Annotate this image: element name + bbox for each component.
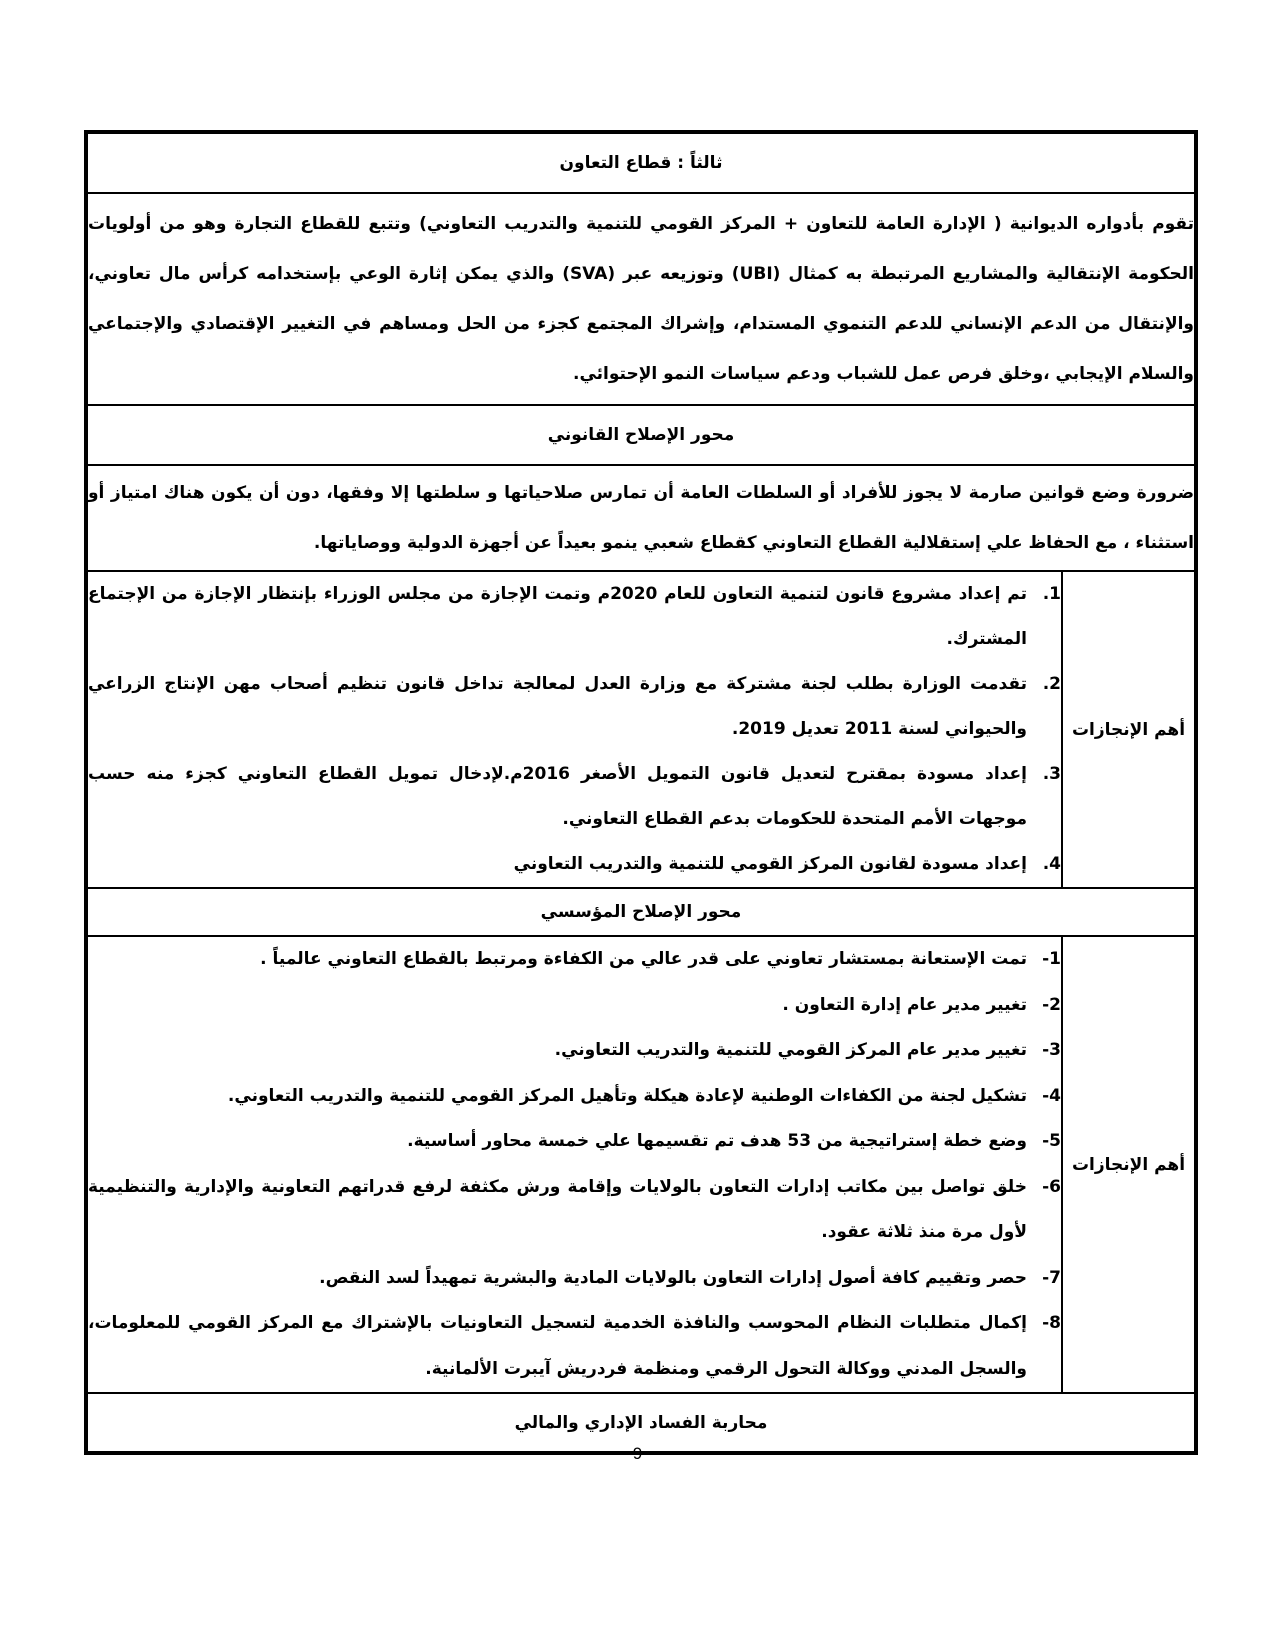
list-item — [88, 1074, 1061, 1120]
item-number: 2. — [1042, 674, 1061, 694]
list-item — [88, 1301, 1061, 1392]
section-intro: تقوم بأدواره الديوانية ( الإدارة العامة للتعاون + المركز القومي للتنمية والتدريب التعاوني) وتتبع للقطاع التجارة وهو من أولويات الحكومة الإنتقالية والمشاريع المرتبطة به كمثال (UBI) وتوزيعه عبر (SVA) والذي يمكن إثارة الوعي بإستخدامه كرأس مال تعاوني، والإنتقال من الدعم الإنساني للدعم التنموي المستدام، وإشراك المجتمع كجزء من الحل ومساهم في التغيير الإقتصادي والإجتماعي والسلام الإيجابي ،وخلق فرص عمل للشباب ودعم سياسات النمو الإحتوائي. — [86, 193, 1196, 405]
institutional-reform-achievements-row — [86, 936, 1196, 1393]
item-number: 3- — [1042, 1040, 1061, 1060]
legal-achievements-list — [86, 571, 1062, 888]
list-item — [88, 752, 1061, 842]
section-title: ثالثاً : قطاع التعاون — [86, 132, 1196, 193]
item-number: 1. — [1042, 584, 1061, 604]
content-table — [84, 130, 1198, 1455]
list-item — [88, 983, 1061, 1029]
legal-reform-description: ضرورة وضع قوانين صارمة لا يجوز للأفراد أو السلطات العامة أن تمارس صلاحياتها و سلطتها إلا وفقها، دون أن يكون هناك امتياز أو استثناء ، مع الحفاظ علي إستقلالية القطاع التعاوني كقطاع شعبي ينمو بعيداً عن أجهزة الدولية ووصاياتها. — [86, 465, 1196, 571]
legal-reform-description-row — [86, 465, 1196, 571]
list-item — [88, 842, 1061, 887]
item-number: 8- — [1042, 1313, 1061, 1333]
list-item — [88, 1165, 1061, 1256]
item-number: 2- — [1042, 994, 1061, 1015]
item-text: تم إعداد مشروع قانون لتنمية التعاون للعام 2020م وتمت الإجازة من مجلس الوزراء بإنتظار الإجازة من الإجتماع المشترك. — [87, 584, 1027, 649]
institutional-reform-heading-row — [86, 888, 1196, 936]
item-number: 5- — [1042, 1131, 1061, 1151]
item-text: تغيير مدير عام إدارة التعاون . — [782, 994, 1027, 1015]
legal-reform-heading: محور الإصلاح القانوني — [86, 405, 1196, 465]
section-title-row — [86, 132, 1196, 193]
list-item — [88, 662, 1061, 752]
item-number: 4. — [1042, 854, 1061, 874]
item-text: حصر وتقييم كافة أصول إدارات التعاون بالولايات المادية والبشرية تمهيداً لسد النقص. — [319, 1267, 1027, 1288]
item-text: إكمال متطلبات النظام المحوسب والنافذة الخدمية لتسجيل التعاونيات بالإشتراك مع المركز القومي للمعلومات، والسجل المدني ووكالة التحول الرقمي ومنظمة فردريش آيبرت الألمانية. — [87, 1313, 1027, 1379]
list-item — [88, 1119, 1061, 1165]
item-text: خلق تواصل بين مكاتب إدارات التعاون بالولايات وإقامة ورش مكثفة لرفع قدراتهم التعاونية والإدارية والتنظيمية لأول مرة منذ ثلاثة عقود. — [87, 1176, 1027, 1242]
anti-corruption-heading: محاربة الفساد الإداري والمالي — [86, 1393, 1196, 1453]
item-text: وضع خطة إستراتيجية من 53 هدف تم تقسيمها علي خمسة محاور أساسية. — [407, 1131, 1027, 1151]
list-item — [88, 1256, 1061, 1302]
institutional-achievements-label: أهم الإنجازات — [1062, 936, 1196, 1393]
section-intro-row — [86, 193, 1196, 405]
list-item — [88, 1028, 1061, 1074]
item-text: إعداد مسودة بمقترح لتعديل قانون التمويل الأصغر 2016م.لإدخال تمويل القطاع التعاوني كجزء منه حسب موجهات الأمم المتحدة للحكومات بدعم القطاع التعاوني. — [87, 764, 1027, 829]
item-text: تشكيل لجنة من الكفاءات الوطنية لإعادة هيكلة وتأهيل المركز القومي للتنمية والتدريب التعاوني. — [227, 1085, 1027, 1106]
institutional-achievements-list — [86, 936, 1062, 1393]
list-item — [88, 572, 1061, 662]
institutional-reform-heading: محور الإصلاح المؤسسي — [86, 888, 1196, 936]
item-number: 6- — [1042, 1176, 1061, 1197]
item-text: إعداد مسودة لقانون المركز القومي للتنمية والتدريب التعاوني — [513, 854, 1027, 874]
page-number: 9 — [632, 1444, 643, 1463]
list-item — [88, 937, 1061, 983]
item-text: تقدمت الوزارة بطلب لجنة مشتركة مع وزارة العدل لمعالجة تداخل قانون تنظيم أصحاب مهن الإنتاج الزراعي والحيواني لسنة 2011 تعديل 2019. — [87, 674, 1027, 739]
item-text: تمت الإستعانة بمستشار تعاوني على قدر عالي من الكفاءة ومرتبط بالقطاع التعاوني عالمياً . — [260, 949, 1027, 969]
item-number: 4- — [1042, 1085, 1061, 1106]
item-number: 7- — [1042, 1267, 1061, 1288]
item-number: 1- — [1042, 949, 1061, 969]
item-number: 3. — [1042, 764, 1061, 784]
item-text: تغيير مدير عام المركز القومي للتنمية والتدريب التعاوني. — [554, 1040, 1027, 1060]
document-page — [88, 130, 1198, 1455]
legal-achievements-label: أهم الإنجازات — [1062, 571, 1196, 888]
legal-reform-achievements-row — [86, 571, 1196, 888]
legal-reform-heading-row — [86, 405, 1196, 465]
